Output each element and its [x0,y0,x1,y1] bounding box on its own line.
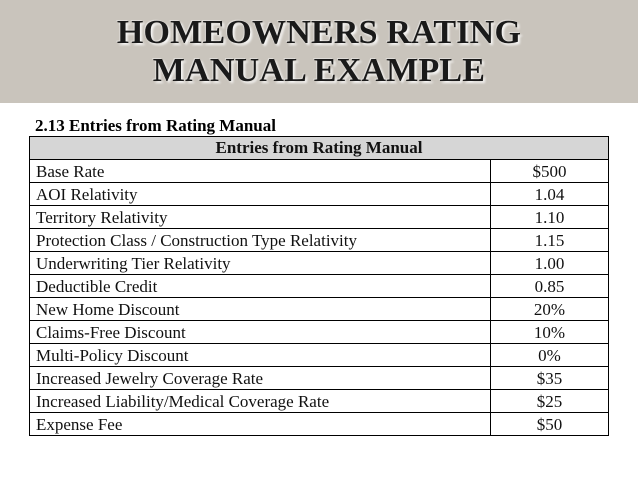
row-value: 0% [491,344,609,367]
row-label: Increased Jewelry Coverage Rate [30,367,491,390]
row-value: 1.00 [491,252,609,275]
table-row [30,206,609,229]
row-value: $50 [491,413,609,436]
row-label: Deductible Credit [30,275,491,298]
row-label: Territory Relativity [30,206,491,229]
rating-manual-table [29,136,609,436]
row-value: 1.04 [491,183,609,206]
table-row [30,413,609,436]
row-label: Claims-Free Discount [30,321,491,344]
row-value: $35 [491,367,609,390]
table-row [30,390,609,413]
row-value: 1.10 [491,206,609,229]
title-banner [0,0,638,103]
table-row [30,229,609,252]
table-header-row [30,137,609,160]
table-row [30,321,609,344]
table-row [30,344,609,367]
row-value: 20% [491,298,609,321]
table-row [30,298,609,321]
row-value: 1.15 [491,229,609,252]
row-label: Increased Liability/Medical Coverage Rate [30,390,491,413]
table-row [30,252,609,275]
table-row [30,160,609,183]
table-caption: 2.13 Entries from Rating Manual [35,116,276,135]
slide-title-line-1: HOMEOWNERS RATING [116,14,522,51]
row-value: 10% [491,321,609,344]
row-value: $25 [491,390,609,413]
row-value: 0.85 [491,275,609,298]
table-header: Entries from Rating Manual [30,137,609,160]
row-label: New Home Discount [30,298,491,321]
row-label: Base Rate [30,160,491,183]
row-label: Multi-Policy Discount [30,344,491,367]
row-label: AOI Relativity [30,183,491,206]
table-row [30,367,609,390]
row-label: Underwriting Tier Relativity [30,252,491,275]
row-label: Protection Class / Construction Type Relativity [30,229,491,252]
table-row [30,183,609,206]
slide-title-line-2: MANUAL EXAMPLE [152,52,486,89]
row-value: $500 [491,160,609,183]
row-label: Expense Fee [30,413,491,436]
table-row [30,275,609,298]
